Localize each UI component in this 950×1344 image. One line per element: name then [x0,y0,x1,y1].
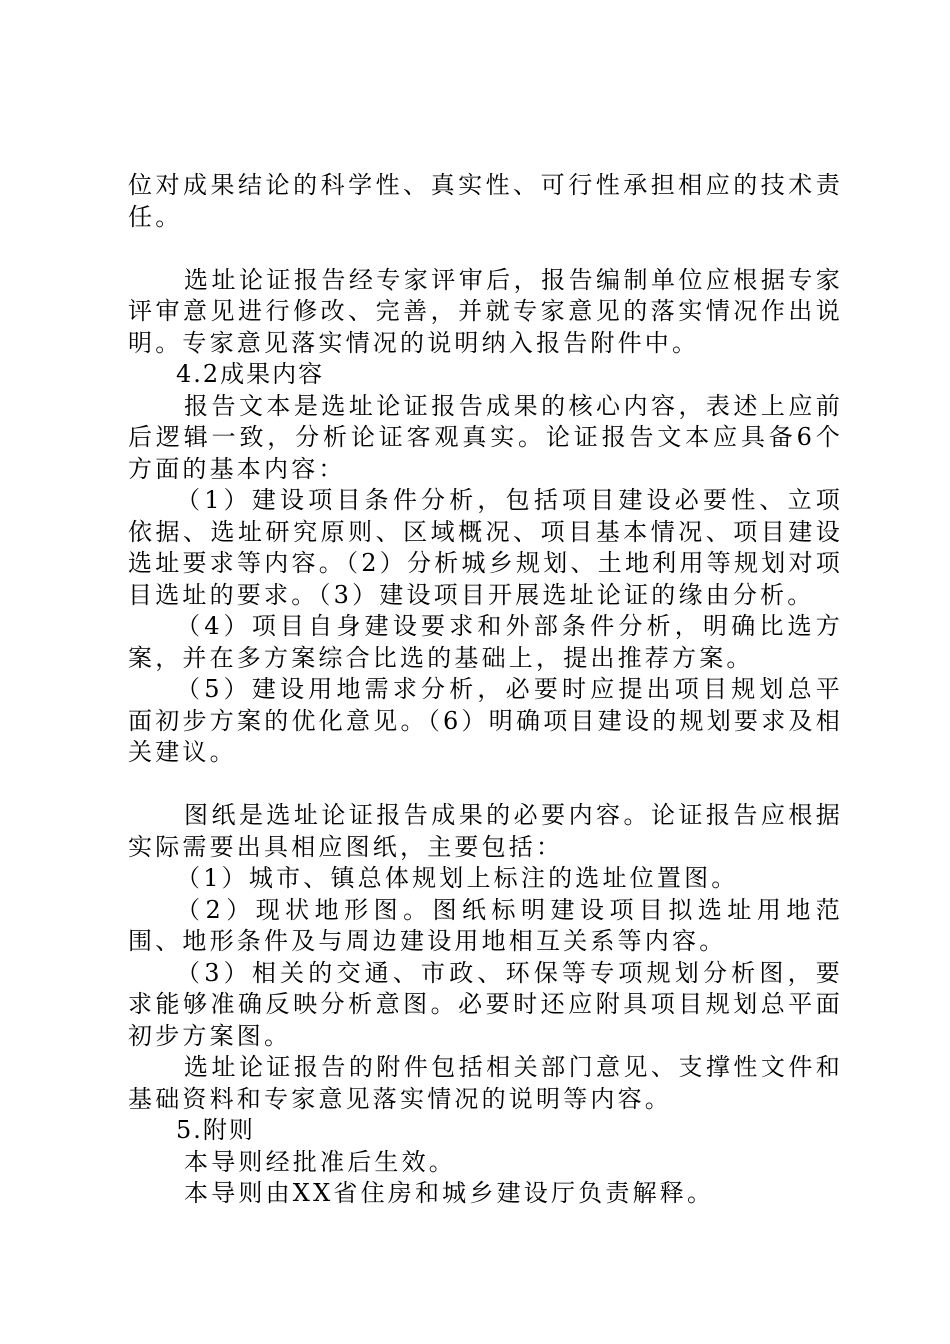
paragraph-item-1-3: （1）建设项目条件分析，包括项目建设必要性、立项依据、选址研究原则、区域概况、项目基本情况、项目建设选址要求等内容。（2）分析城乡规划、土地利用等规划对项目选址的要求。（3）建设项目开展选址论证的缘由分析。 [128,486,843,609]
spacer [128,769,843,801]
spacer [128,233,843,265]
paragraph-responsibility: 位对成果结论的科学性、真实性、可行性承担相应的技术责任。 [128,171,843,231]
paragraph-drawing-2: （2）现状地形图。图纸标明建设项目拟选址用地范围、地形条件及与周边建设用地相互关系等内容。 [128,895,843,955]
paragraph-effective: 本导则经批准后生效。 [184,1147,456,1176]
paragraph-interpretation: 本导则由XX省住房和城乡建设厅负责解释。 [184,1179,715,1207]
paragraph-item-4: （4）项目自身建设要求和外部条件分析，明确比选方案，并在多方案综合比选的基础上，提出推荐方案。 [128,612,843,672]
paragraph-item-5-6: （5）建设用地需求分析，必要时应提出项目规划总平面初步方案的优化意见。（6）明确项目建设的规划要求及相关建议。 [128,675,843,766]
document-body [128,170,843,1210]
paragraph-expert-review: 选址论证报告经专家评审后，报告编制单位应根据专家评审意见进行修改、完善，并就专家意见的落实情况作出说明。专家意见落实情况的说明纳入报告附件中。 [128,265,843,357]
paragraph-drawings: 图纸是选址论证报告成果的必要内容。论证报告应根据实际需要出具相应图纸，主要包括： [128,801,843,861]
paragraph-drawing-3: （3）相关的交通、市政、环保等专项规划分析图，要求能够准确反映分析意图。必要时还应附具项目规划总平面初步方案图。 [128,958,843,1050]
paragraph-attachments: 选址论证报告的附件包括相关部门意见、支撑性文件和基础资料和专家意见落实情况的说明等内容。 [128,1053,843,1113]
paragraph-report-text: 报告文本是选址论证报告成果的核心内容，表述上应前后逻辑一致，分析论证客观真实。论证报告文本应具备6个方面的基本内容： [128,391,843,483]
paragraph-drawing-1: （1）城市、镇总体规划上标注的选址位置图。 [176,864,739,892]
section-heading-4-2: 4.2成果内容 [176,360,325,388]
section-heading-5: 5.附则 [176,1116,255,1144]
